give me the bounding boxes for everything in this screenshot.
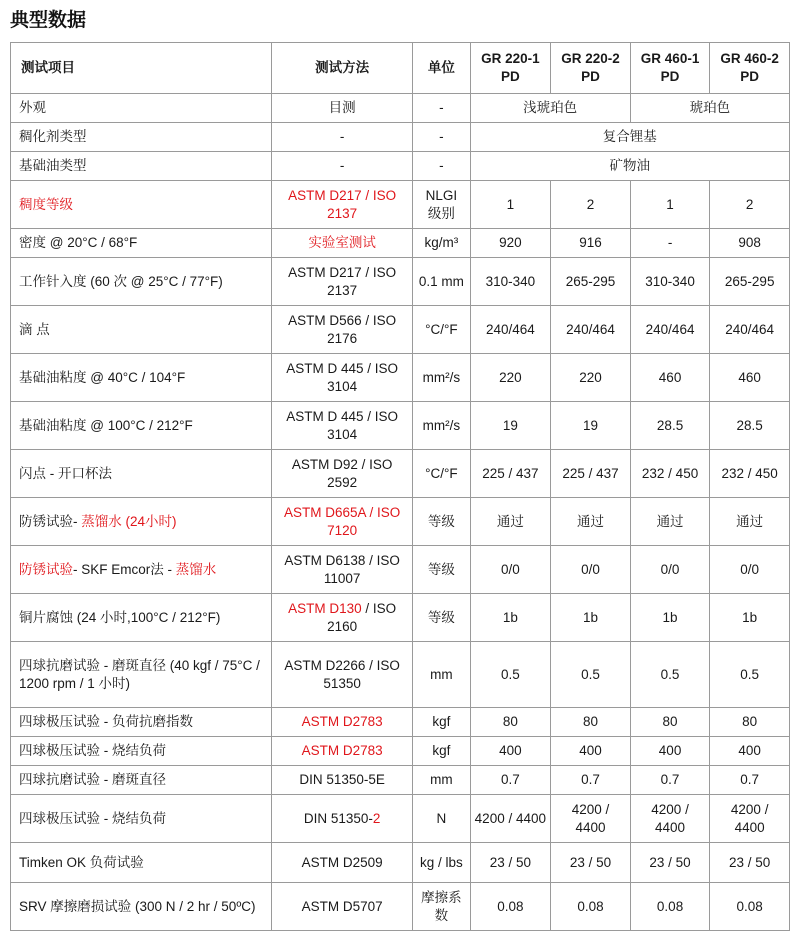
value-cell: 28.5	[630, 402, 710, 450]
table-row	[11, 402, 790, 450]
test-method-cell: ASTM D 445 / ISO 3104	[272, 354, 413, 402]
value-cell: 240/464	[710, 306, 790, 354]
text-segment: / ISO 2160	[327, 600, 397, 634]
page-title: 典型数据	[10, 10, 87, 31]
test-method-cell	[272, 181, 413, 229]
value-cell: 2	[710, 181, 790, 229]
test-item-cell	[11, 546, 272, 594]
test-item-cell: 外观	[11, 94, 272, 123]
value-cell: 310-340	[630, 258, 710, 306]
test-method-cell: ASTM D217 / ISO 2137	[272, 258, 413, 306]
test-method-cell: -	[272, 152, 413, 181]
value-cell: 310-340	[470, 258, 551, 306]
unit-cell: °C/°F	[413, 306, 470, 354]
test-method-cell: ASTM D6138 / ISO 11007	[272, 546, 413, 594]
unit-cell: 等级	[413, 498, 470, 546]
unit-cell: -	[413, 123, 470, 152]
test-method-cell: ASTM D2509	[272, 843, 413, 883]
value-cell: 1b	[630, 594, 710, 642]
unit-cell: mm²/s	[413, 402, 470, 450]
test-item-cell: 基础油类型	[11, 152, 272, 181]
value-cell: 1b	[710, 594, 790, 642]
test-method-cell	[272, 229, 413, 258]
unit-cell: kgf	[413, 708, 470, 737]
test-method-cell: 目测	[272, 94, 413, 123]
unit-cell: 等级	[413, 546, 470, 594]
unit-cell: -	[413, 152, 470, 181]
value-cell: 400	[630, 737, 710, 766]
value-cell: 220	[551, 354, 631, 402]
unit-cell: 0.1 mm	[413, 258, 470, 306]
value-cell: 通过	[630, 498, 710, 546]
value-cell: 0.7	[470, 766, 551, 795]
test-method-cell: -	[272, 123, 413, 152]
value-cell: 0.5	[551, 642, 631, 708]
text-segment: 蒸馏水	[175, 561, 217, 577]
value-cell: 4200 / 4400	[630, 795, 710, 843]
table-row	[11, 795, 790, 843]
value-cell: 通过	[470, 498, 551, 546]
merged-value-cell: 浅琥珀色	[470, 94, 630, 123]
table-body	[11, 94, 790, 931]
value-cell: 232 / 450	[630, 450, 710, 498]
value-cell: 0/0	[630, 546, 710, 594]
value-cell: 240/464	[630, 306, 710, 354]
test-item-cell	[11, 181, 272, 229]
value-cell: 0.5	[710, 642, 790, 708]
value-cell: 0/0	[710, 546, 790, 594]
unit-cell: 摩擦系数	[413, 883, 470, 931]
test-method-cell	[272, 594, 413, 642]
text-segment: 防锈试验-	[19, 513, 82, 529]
unit-cell: -	[413, 94, 470, 123]
test-item-cell: 四球极压试验 - 烧结负荷	[11, 795, 272, 843]
header-test-method: 测试方法	[272, 43, 413, 94]
value-cell: 4200 / 4400	[710, 795, 790, 843]
unit-cell: NLGI 级别	[413, 181, 470, 229]
text-segment: ASTM D2783	[301, 743, 383, 758]
table-row	[11, 354, 790, 402]
value-cell: 0/0	[470, 546, 551, 594]
table-row	[11, 766, 790, 795]
value-cell: 23 / 50	[630, 843, 710, 883]
test-item-cell: 闪点 - 开口杯法	[11, 450, 272, 498]
value-cell: 0/0	[551, 546, 631, 594]
value-cell: 0.7	[710, 766, 790, 795]
test-method-cell	[272, 795, 413, 843]
value-cell: 460	[630, 354, 710, 402]
test-method-cell	[272, 737, 413, 766]
table-row	[11, 258, 790, 306]
test-method-cell: ASTM D92 / ISO 2592	[272, 450, 413, 498]
value-cell: 265-295	[551, 258, 631, 306]
value-cell: 28.5	[710, 402, 790, 450]
test-method-cell: ASTM D 445 / ISO 3104	[272, 402, 413, 450]
value-cell: 0.08	[630, 883, 710, 931]
value-cell: 23 / 50	[470, 843, 551, 883]
value-cell: 80	[470, 708, 551, 737]
test-item-cell: 基础油粘度 @ 40°C / 104°F	[11, 354, 272, 402]
text-segment: - SKF Emcor法 -	[73, 561, 176, 577]
value-cell: 220	[470, 354, 551, 402]
value-cell: 1	[470, 181, 551, 229]
header-product: GR 460-1 PD	[630, 43, 710, 94]
table-row	[11, 594, 790, 642]
value-cell: 0.7	[630, 766, 710, 795]
value-cell: 460	[710, 354, 790, 402]
text-segment: ASTM D217 / ISO 2137	[288, 187, 397, 221]
text-segment: 稠度等级	[19, 196, 73, 212]
unit-cell: °C/°F	[413, 450, 470, 498]
text-segment: 实验室测试	[308, 235, 376, 250]
text-segment: ASTM D2783	[301, 714, 383, 729]
test-method-cell	[272, 498, 413, 546]
unit-cell: 等级	[413, 594, 470, 642]
typical-data-table	[10, 42, 790, 931]
value-cell: 0.08	[551, 883, 631, 931]
value-cell: 400	[470, 737, 551, 766]
text-segment: 2	[372, 810, 381, 826]
unit-cell: N	[413, 795, 470, 843]
table-row	[11, 306, 790, 354]
value-cell: 80	[630, 708, 710, 737]
value-cell: 225 / 437	[551, 450, 631, 498]
test-item-cell: 铜片腐蚀 (24 小时,100°C / 212°F)	[11, 594, 272, 642]
test-method-cell: ASTM D2266 / ISO 51350	[272, 642, 413, 708]
header-test-item: 测试项目	[11, 43, 272, 94]
value-cell: 0.08	[470, 883, 551, 931]
table-row	[11, 123, 790, 152]
test-method-cell: ASTM D5707	[272, 883, 413, 931]
value-cell: -	[630, 229, 710, 258]
value-cell: 908	[710, 229, 790, 258]
unit-cell: mm	[413, 766, 470, 795]
header-unit: 单位	[413, 43, 470, 94]
table-row	[11, 498, 790, 546]
unit-cell: mm²/s	[413, 354, 470, 402]
value-cell: 通过	[710, 498, 790, 546]
test-item-cell: Timken OK 负荷试验	[11, 843, 272, 883]
table-header-row	[11, 43, 790, 94]
test-method-cell: ASTM D566 / ISO 2176	[272, 306, 413, 354]
merged-value-cell: 琥珀色	[630, 94, 789, 123]
unit-cell: kgf	[413, 737, 470, 766]
value-cell: 400	[551, 737, 631, 766]
value-cell: 232 / 450	[710, 450, 790, 498]
test-item-cell: 四球抗磨试验 - 磨斑直径 (40 kgf / 75°C / 1200 rpm / 1 小时)	[11, 642, 272, 708]
value-cell: 通过	[551, 498, 631, 546]
text-segment: ASTM D665A / ISO 7120	[284, 504, 401, 538]
value-cell: 0.7	[551, 766, 631, 795]
text-segment: ASTM D130	[288, 600, 362, 616]
table-row	[11, 708, 790, 737]
table-row	[11, 546, 790, 594]
table-row	[11, 737, 790, 766]
value-cell: 80	[710, 708, 790, 737]
value-cell: 0.08	[710, 883, 790, 931]
text-segment: 防锈试验	[19, 561, 73, 577]
text-segment: DIN 51350-	[303, 810, 373, 826]
header-product: GR 460-2 PD	[710, 43, 790, 94]
table-row	[11, 181, 790, 229]
test-item-cell: 滴 点	[11, 306, 272, 354]
unit-cell: kg/m³	[413, 229, 470, 258]
value-cell: 19	[551, 402, 631, 450]
value-cell: 0.5	[630, 642, 710, 708]
text-segment: 蒸馏水 (24小时)	[81, 513, 177, 529]
test-item-cell: 基础油粘度 @ 100°C / 212°F	[11, 402, 272, 450]
test-method-cell	[272, 708, 413, 737]
test-item-cell: 四球抗磨试验 - 磨斑直径	[11, 766, 272, 795]
test-method-cell: DIN 51350-5E	[272, 766, 413, 795]
value-cell: 400	[710, 737, 790, 766]
table-row	[11, 152, 790, 181]
value-cell: 920	[470, 229, 551, 258]
table-row	[11, 883, 790, 931]
value-cell: 916	[551, 229, 631, 258]
header-product: GR 220-2 PD	[551, 43, 631, 94]
header-product: GR 220-1 PD	[470, 43, 551, 94]
value-cell: 2	[551, 181, 631, 229]
value-cell: 240/464	[551, 306, 631, 354]
table-row	[11, 843, 790, 883]
table-row	[11, 450, 790, 498]
table-row	[11, 94, 790, 123]
value-cell: 0.5	[470, 642, 551, 708]
value-cell: 225 / 437	[470, 450, 551, 498]
test-item-cell	[11, 498, 272, 546]
value-cell: 23 / 50	[551, 843, 631, 883]
value-cell: 1	[630, 181, 710, 229]
merged-value-cell: 复合锂基	[470, 123, 789, 152]
table-row	[11, 229, 790, 258]
value-cell: 265-295	[710, 258, 790, 306]
unit-cell: mm	[413, 642, 470, 708]
test-item-cell: 四球极压试验 - 烧结负荷	[11, 737, 272, 766]
test-item-cell: 工作针入度 (60 次 @ 25°C / 77°F)	[11, 258, 272, 306]
value-cell: 80	[551, 708, 631, 737]
value-cell: 23 / 50	[710, 843, 790, 883]
value-cell: 19	[470, 402, 551, 450]
value-cell: 1b	[470, 594, 551, 642]
value-cell: 4200 / 4400	[551, 795, 631, 843]
table-row	[11, 642, 790, 708]
test-item-cell: 四球极压试验 - 负荷抗磨指数	[11, 708, 272, 737]
merged-value-cell: 矿物油	[470, 152, 789, 181]
test-item-cell: 密度 @ 20°C / 68°F	[11, 229, 272, 258]
value-cell: 240/464	[470, 306, 551, 354]
value-cell: 4200 / 4400	[470, 795, 551, 843]
test-item-cell: SRV 摩擦磨损试验 (300 N / 2 hr / 50ºC)	[11, 883, 272, 931]
test-item-cell: 稠化剂类型	[11, 123, 272, 152]
unit-cell: kg / lbs	[413, 843, 470, 883]
value-cell: 1b	[551, 594, 631, 642]
